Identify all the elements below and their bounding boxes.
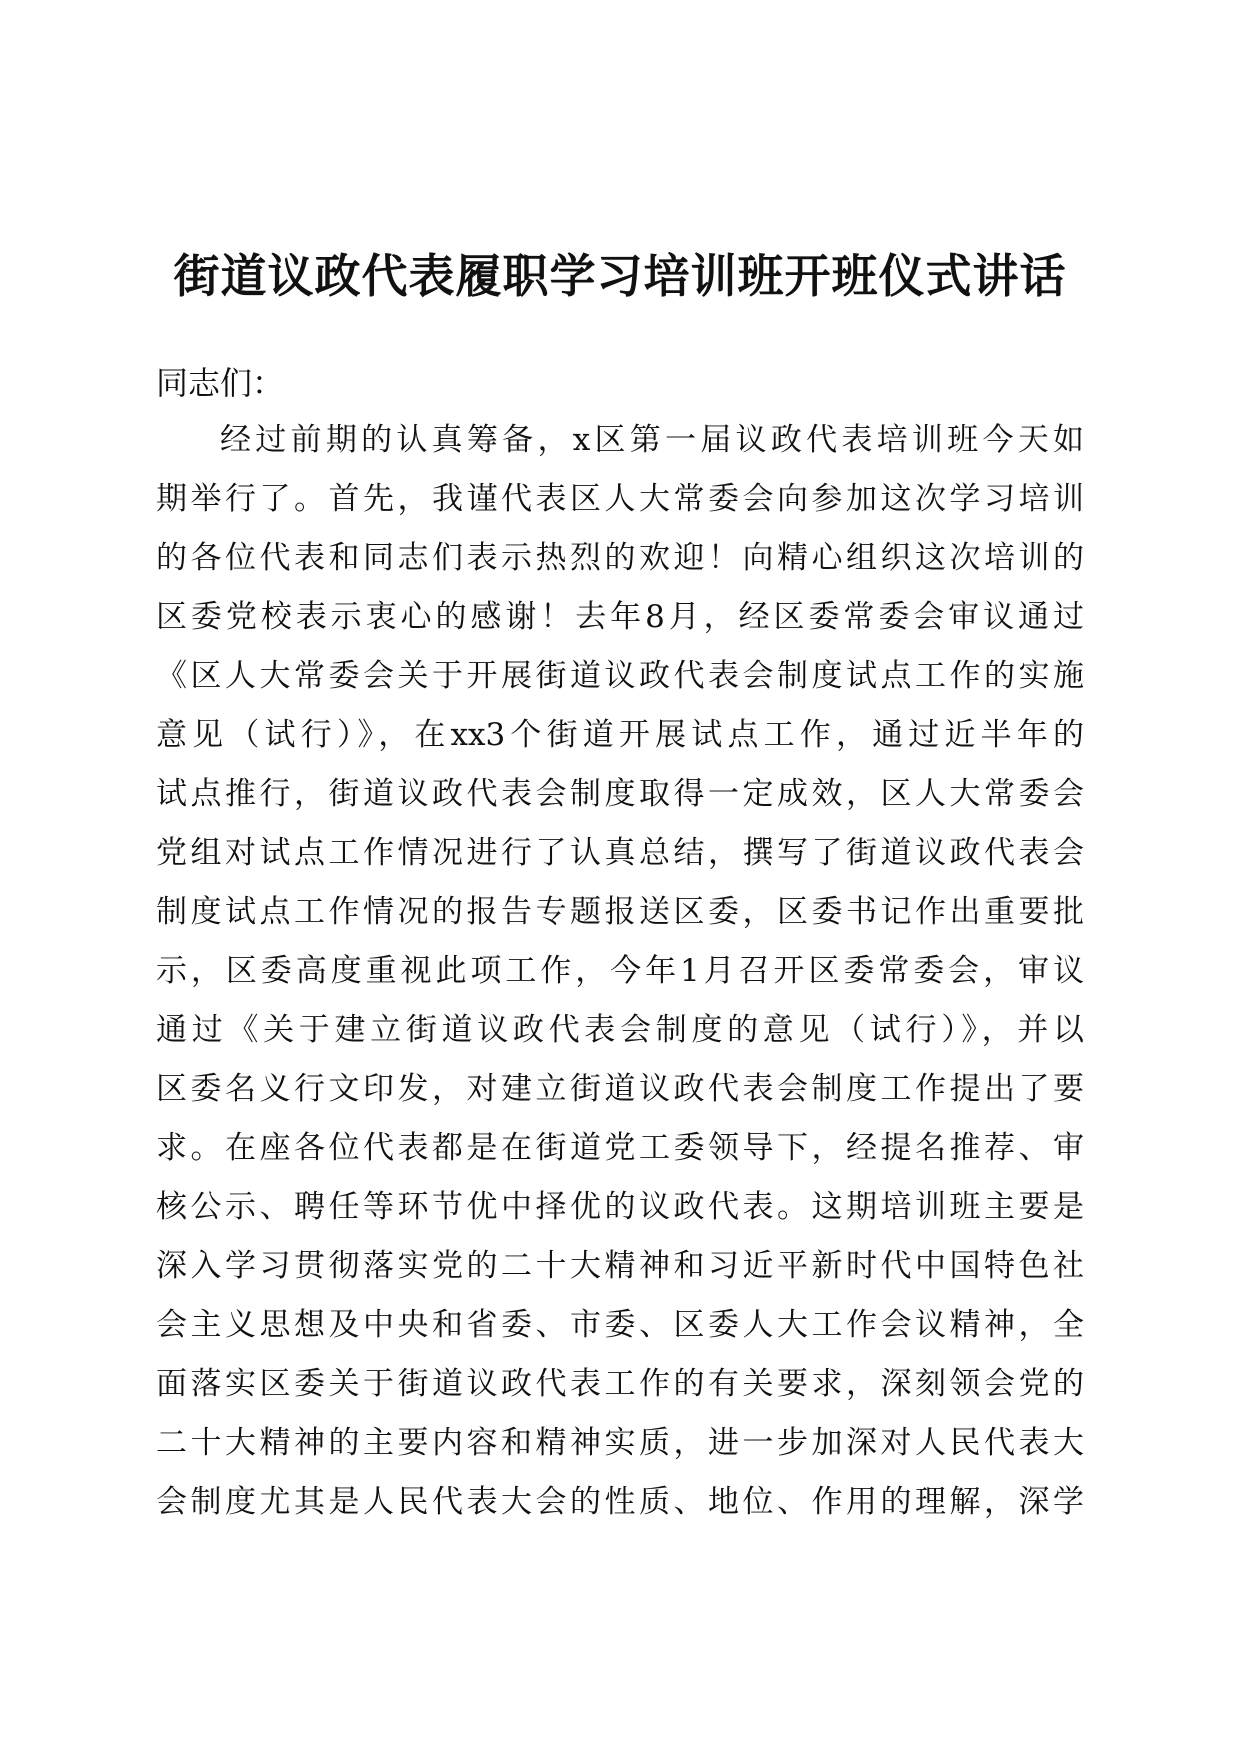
paragraph-line: 期举行了。首先，我谨代表区人大常委会向参加这次学习培训 (156, 481, 1084, 517)
paragraph-line: 核公示、聘任等环节优中择优的议政代表。这期培训班主要是 (156, 1189, 1084, 1225)
paragraph-line: 意见（试行）》，在xx3个街道开展试点工作，通过近半年的 (156, 717, 1084, 753)
paragraph-line: 二十大精神的主要内容和精神实质，进一步加深对人民代表大 (156, 1425, 1084, 1461)
paragraph-line: 示，区委高度重视此项工作，今年1月召开区委常委会，审议 (156, 953, 1084, 989)
paragraph-line: 通过《关于建立街道议政代表会制度的意见（试行）》，并以 (156, 1012, 1084, 1048)
paragraph-line: 区委党校表示衷心的感谢！去年8月，经区委常委会审议通过 (156, 599, 1084, 635)
paragraph-line: 的各位代表和同志们表示热烈的欢迎！向精心组织这次培训的 (156, 540, 1084, 576)
paragraph-line: 制度试点工作情况的报告专题报送区委，区委书记作出重要批 (156, 894, 1084, 930)
paragraph-line: 会主义思想及中央和省委、市委、区委人大工作会议精神，全 (156, 1307, 1084, 1343)
paragraph-line: 面落实区委关于街道议政代表工作的有关要求，深刻领会党的 (156, 1366, 1084, 1402)
paragraph-line: 求。在座各位代表都是在街道党工委领导下，经提名推荐、审 (156, 1130, 1084, 1166)
paragraph-line: 试点推行，街道议政代表会制度取得一定成效，区人大常委会 (156, 776, 1084, 812)
salutation: 同志们： (156, 364, 285, 402)
paragraph-line: 区委名义行文印发，对建立街道议政代表会制度工作提出了要 (156, 1071, 1084, 1107)
paragraph-line: 党组对试点工作情况进行了认真总结，撰写了街道议政代表会 (156, 835, 1084, 871)
body-paragraph (156, 411, 1084, 1532)
paragraph-line: 会制度尤其是人民代表大会的性质、地位、作用的理解，深学 (156, 1484, 1084, 1520)
paragraph-line: 深入学习贯彻落实党的二十大精神和习近平新时代中国特色社 (156, 1248, 1084, 1284)
paragraph-line: 《区人大常委会关于开展街道议政代表会制度试点工作的实施 (156, 658, 1084, 694)
document-title: 街道议政代表履职学习培训班开班仪式讲话 (173, 249, 1067, 303)
paragraph-line: 经过前期的认真筹备，x区第一届议政代表培训班今天如 (220, 422, 1084, 458)
